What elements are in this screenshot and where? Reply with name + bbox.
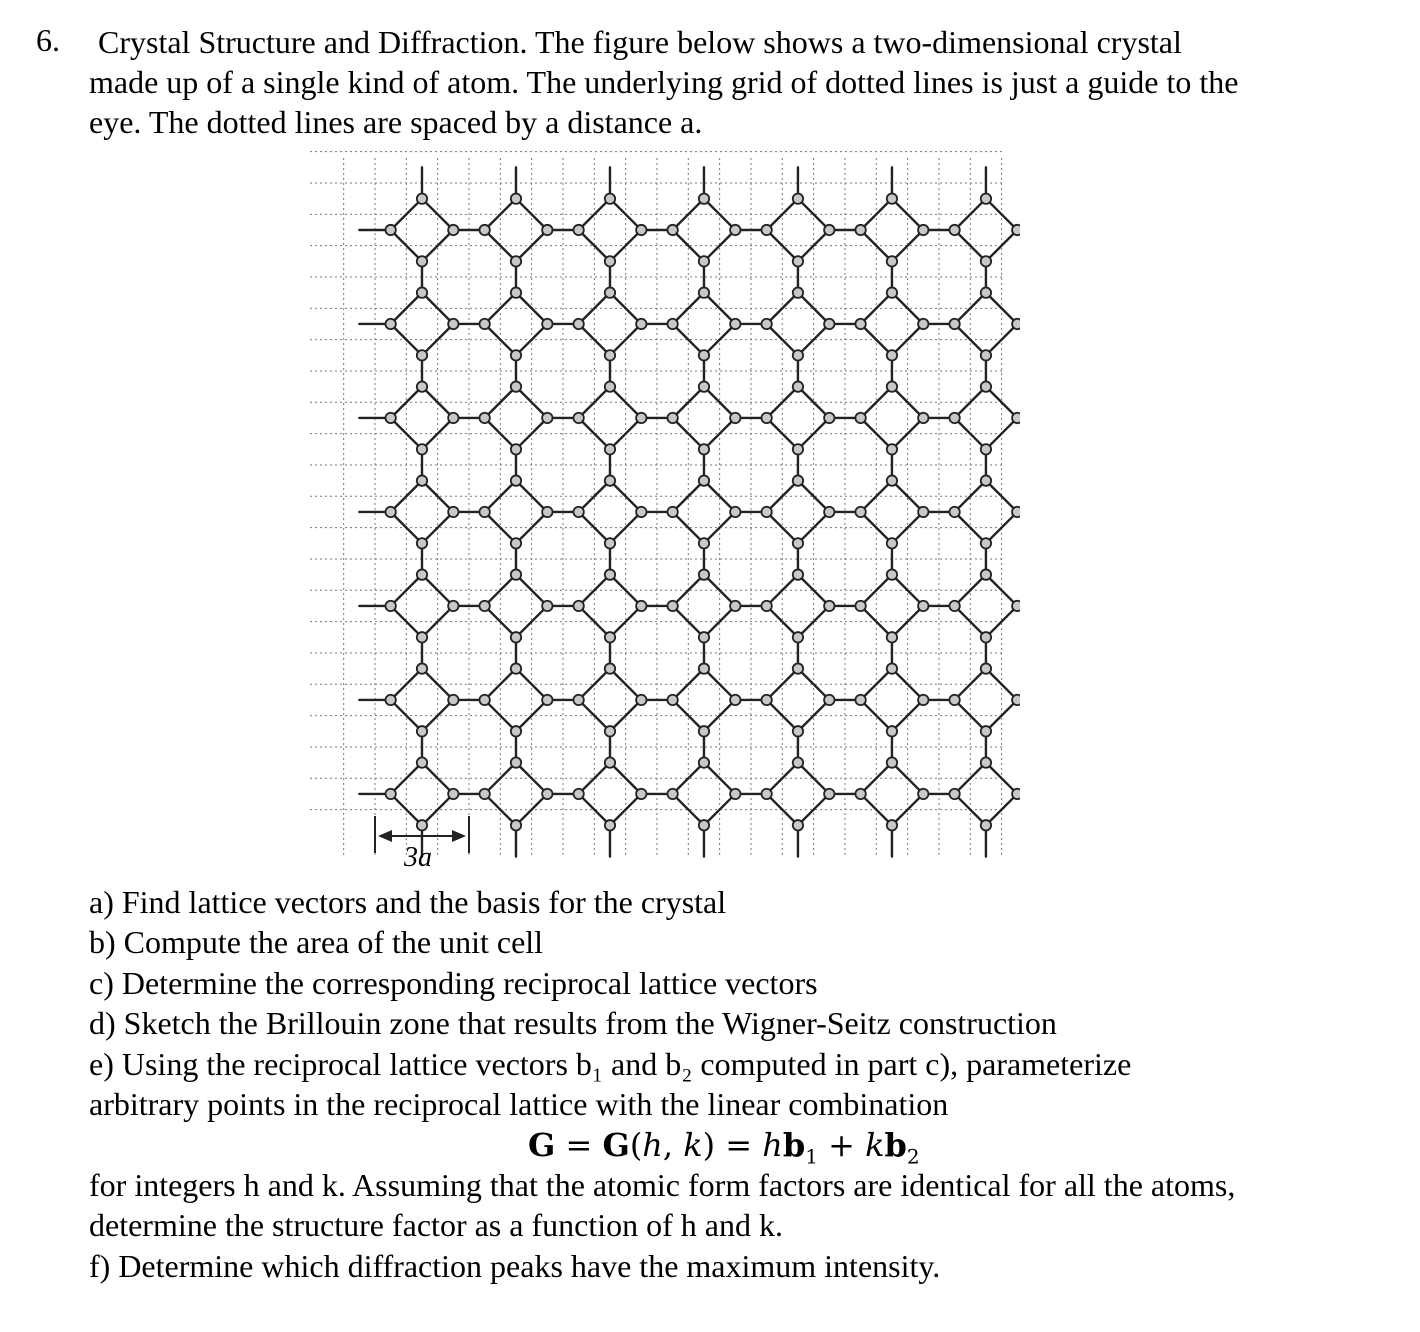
atom: [511, 663, 521, 673]
atom: [542, 319, 552, 329]
atom: [699, 287, 709, 297]
atom: [761, 225, 771, 235]
atom: [479, 601, 489, 611]
part-a: a) Find lattice vectors and the basis for the crystal: [89, 884, 727, 920]
intro-line-2: made up of a single kind of atom. The underlying grid of dotted lines is just a guide to the: [89, 64, 1239, 100]
atom: [573, 225, 583, 235]
atom: [511, 475, 521, 485]
atom: [949, 789, 959, 799]
atom: [855, 413, 865, 423]
atom: [949, 507, 959, 517]
atom: [855, 789, 865, 799]
atom: [417, 538, 427, 548]
atom: [605, 444, 615, 454]
question-continuation: [89, 1165, 1235, 1286]
atom: [824, 601, 834, 611]
part-d: d) Sketch the Brillouin zone that results from the Wigner-Seitz construction: [89, 1005, 1057, 1042]
atom: [542, 225, 552, 235]
atom: [887, 287, 897, 297]
atom: [699, 569, 709, 579]
eq-sub1: 1: [805, 1144, 818, 1169]
eq-args: (h, k): [629, 1126, 716, 1164]
atom: [918, 789, 928, 799]
atom: [793, 350, 803, 360]
atom: [887, 663, 897, 673]
atom: [981, 757, 991, 767]
atom: [448, 225, 458, 235]
atom: [385, 789, 395, 799]
eq-G: G: [602, 1126, 630, 1164]
atom: [730, 507, 740, 517]
atom: [667, 601, 677, 611]
atom: [417, 569, 427, 579]
atom: [699, 726, 709, 736]
atom: [667, 413, 677, 423]
atom: [636, 413, 646, 423]
atom: [699, 757, 709, 767]
atom: [511, 820, 521, 830]
atom: [824, 225, 834, 235]
atom: [981, 820, 991, 830]
atom: [636, 507, 646, 517]
eq-sub2: 2: [906, 1144, 920, 1169]
atom: [417, 475, 427, 485]
eq-lhs: G: [528, 1126, 556, 1164]
atom: [667, 789, 677, 799]
atom: [542, 789, 552, 799]
atom: [542, 413, 552, 423]
atom: [479, 319, 489, 329]
atom: [793, 663, 803, 673]
atom: [605, 287, 615, 297]
atom: [573, 601, 583, 611]
atom: [1012, 789, 1020, 799]
atom: [385, 507, 395, 517]
atom: [385, 695, 395, 705]
atom: [542, 507, 552, 517]
atom: [417, 350, 427, 360]
bond: [798, 606, 829, 637]
atom: [417, 193, 427, 203]
atom: [793, 820, 803, 830]
atom: [417, 663, 427, 673]
atom: [981, 256, 991, 266]
atom: [887, 193, 897, 203]
atom: [605, 632, 615, 642]
atom-set: [385, 193, 1020, 830]
atom: [385, 601, 395, 611]
atom: [918, 319, 928, 329]
atom: [573, 695, 583, 705]
atom: [573, 507, 583, 517]
atom: [605, 350, 615, 360]
atom: [699, 350, 709, 360]
atom: [793, 287, 803, 297]
atom: [981, 726, 991, 736]
atom: [730, 601, 740, 611]
atom: [730, 413, 740, 423]
atom: [981, 444, 991, 454]
atom: [887, 475, 897, 485]
atom: [793, 538, 803, 548]
atom: [699, 538, 709, 548]
atom: [573, 789, 583, 799]
part-e-line-1: e) Using the reciprocal lattice vectors b₁ and b₂ computed in part c), parameterize: [89, 1045, 1132, 1082]
atom: [1012, 601, 1020, 611]
atom: [417, 287, 427, 297]
atom: [855, 507, 865, 517]
scale-label: 3a: [404, 842, 432, 873]
atom: [385, 225, 395, 235]
atom: [855, 225, 865, 235]
atom: [636, 601, 646, 611]
atom: [479, 507, 489, 517]
atom: [511, 632, 521, 642]
bond: [673, 606, 704, 637]
atom: [699, 820, 709, 830]
bond: [798, 481, 829, 512]
atom: [511, 256, 521, 266]
question-parts: [89, 882, 1131, 1124]
atom: [479, 413, 489, 423]
atom: [511, 757, 521, 767]
atom: [793, 632, 803, 642]
atom: [636, 225, 646, 235]
atom: [918, 695, 928, 705]
atom: [573, 319, 583, 329]
atom: [573, 413, 583, 423]
atom: [636, 789, 646, 799]
atom: [511, 569, 521, 579]
atom: [730, 319, 740, 329]
atom: [981, 350, 991, 360]
atom: [479, 225, 489, 235]
atom: [417, 726, 427, 736]
atom: [699, 444, 709, 454]
atom: [887, 538, 897, 548]
atom: [542, 601, 552, 611]
eq-h: h: [762, 1126, 783, 1164]
atom: [887, 569, 897, 579]
atom: [887, 726, 897, 736]
atom: [636, 695, 646, 705]
question-number: 6.: [36, 22, 60, 58]
bond: [673, 481, 704, 512]
atom: [761, 789, 771, 799]
atom: [667, 225, 677, 235]
atom: [887, 381, 897, 391]
intro-line-3: eye. The dotted lines are spaced by a distance a.: [89, 104, 703, 140]
atom: [981, 287, 991, 297]
atom: [605, 475, 615, 485]
atom: [949, 601, 959, 611]
atom: [605, 256, 615, 266]
atom: [730, 225, 740, 235]
atom: [793, 569, 803, 579]
part-b: b) Compute the area of the unit cell: [89, 924, 544, 961]
atom: [448, 507, 458, 517]
atom: [667, 507, 677, 517]
atom: [793, 757, 803, 767]
atom: [605, 381, 615, 391]
atom: [824, 695, 834, 705]
atom: [887, 632, 897, 642]
atom: [824, 507, 834, 517]
atom: [730, 789, 740, 799]
atom: [511, 538, 521, 548]
atom: [824, 789, 834, 799]
atom: [887, 757, 897, 767]
atom: [511, 726, 521, 736]
atom: [793, 726, 803, 736]
atom: [793, 256, 803, 266]
atom: [385, 413, 395, 423]
atom: [918, 413, 928, 423]
atom: [699, 256, 709, 266]
atom: [511, 193, 521, 203]
atom: [417, 444, 427, 454]
part-e-line-4: determine the structure factor as a function of h and k.: [89, 1207, 783, 1244]
atom: [887, 350, 897, 360]
atom: [793, 475, 803, 485]
atom: [636, 319, 646, 329]
atom: [667, 319, 677, 329]
atom: [761, 695, 771, 705]
atom: [385, 319, 395, 329]
atom: [949, 319, 959, 329]
atom: [981, 475, 991, 485]
atom: [793, 381, 803, 391]
atom: [949, 413, 959, 423]
atom: [605, 538, 615, 548]
atom: [918, 225, 928, 235]
eq-b2: b: [884, 1126, 907, 1164]
atom: [699, 193, 709, 203]
atom: [699, 381, 709, 391]
atom: [761, 319, 771, 329]
atom: [981, 632, 991, 642]
eq-k: k: [865, 1126, 885, 1164]
atom: [887, 820, 897, 830]
atom: [730, 695, 740, 705]
atom: [855, 319, 865, 329]
atom: [542, 695, 552, 705]
atom: [793, 193, 803, 203]
atom: [1012, 413, 1020, 423]
atom: [887, 256, 897, 266]
part-f: f) Determine which diffraction peaks have the maximum intensity.: [89, 1247, 941, 1284]
atom: [1012, 695, 1020, 705]
atom: [855, 695, 865, 705]
atom: [918, 601, 928, 611]
reciprocal-vector-equation: G = G(h, $k) = hb_1 + kb_2$: [528, 1126, 920, 1169]
atom: [761, 601, 771, 611]
atom: [511, 350, 521, 360]
atom: [417, 820, 427, 830]
atom: [761, 507, 771, 517]
atom: [699, 475, 709, 485]
atom: [981, 381, 991, 391]
atom: [605, 569, 615, 579]
atom: [511, 444, 521, 454]
atom: [1012, 507, 1020, 517]
atom: [417, 757, 427, 767]
atom: [417, 632, 427, 642]
atom: [1012, 225, 1020, 235]
atom: [511, 381, 521, 391]
atom: [887, 444, 897, 454]
atom: [855, 601, 865, 611]
atom: [511, 287, 521, 297]
intro-line-1: Crystal Structure and Diffraction. The figure below shows a two-dimensional crystal: [98, 24, 1182, 60]
atom: [448, 413, 458, 423]
atom: [448, 319, 458, 329]
atom: [605, 726, 615, 736]
atom: [448, 789, 458, 799]
atom: [605, 820, 615, 830]
atom: [417, 381, 427, 391]
atom: [824, 413, 834, 423]
atom: [981, 538, 991, 548]
atom: [699, 663, 709, 673]
atom: [605, 193, 615, 203]
atom: [949, 225, 959, 235]
atom: [699, 632, 709, 642]
dotted-guide-grid: [310, 152, 1005, 855]
atom: [981, 569, 991, 579]
atom: [981, 193, 991, 203]
atom: [605, 663, 615, 673]
atom: [605, 757, 615, 767]
part-c: c) Determine the corresponding reciprocal lattice vectors: [89, 964, 818, 1001]
atom: [448, 601, 458, 611]
atom: [479, 789, 489, 799]
part-e-line-2: arbitrary points in the reciprocal lattice with the linear combination: [89, 1085, 949, 1122]
crystal-lattice-figure: [300, 150, 1020, 880]
atom: [667, 695, 677, 705]
atom: [981, 663, 991, 673]
eq-b1: b: [782, 1126, 806, 1164]
atom: [417, 256, 427, 266]
atom: [918, 507, 928, 517]
part-e-line-3: for integers h and k. Assuming that the atomic form factors are identical for all the atoms,: [89, 1167, 1236, 1203]
atom: [448, 695, 458, 705]
atom: [1012, 319, 1020, 329]
atom: [949, 695, 959, 705]
atom: [824, 319, 834, 329]
atom: [793, 444, 803, 454]
atom: [479, 695, 489, 705]
atom: [761, 413, 771, 423]
